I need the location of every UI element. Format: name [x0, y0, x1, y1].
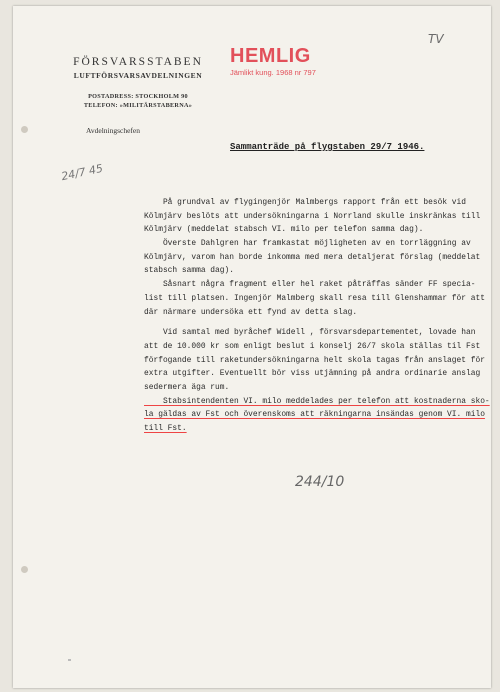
text-line: Kölmjärv, varom han borde inkomma med mera detaljerat förslag (meddelat [144, 252, 481, 262]
text-line: Överste Dahlgren har framkastat möjligheten av en torrläggning av [144, 239, 471, 249]
handwritten-number: 244/10 [295, 474, 345, 490]
letterhead-phone: TELEFON: »MILITÄRSTABERNA» [83, 102, 193, 109]
text-line: till Fst. [144, 424, 187, 433]
letterhead-division: LUFTFÖRSVARSAVDELNINGEN [73, 71, 203, 80]
text-line: På grundval av flygingenjör Malmbergs rapport från ett besök vid [144, 198, 466, 207]
text-line: sedermera äga rum. [144, 382, 230, 392]
text-line: Kölmjärv beslöts att undersökningarna i Norrland skulle inskränkas till [144, 211, 481, 221]
text-line: Vid samtal med byråchef Widell , försvarsdepartementet, lovade han [144, 328, 476, 338]
page-mark [68, 659, 71, 661]
text-line: stabsch samma dag). [144, 266, 234, 276]
paragraph [144, 196, 481, 237]
document-page [13, 6, 491, 688]
punch-hole [21, 126, 28, 133]
text-line: Kölmjärv (meddelat stabsch VI. milo per telefon samma dag). [144, 225, 424, 235]
classification-stamp [230, 46, 316, 77]
department-label: Avdelningschefen [86, 126, 141, 135]
text-line: att de 10.000 kr som enligt beslut i konselj 26/7 skola ställas til Fst [144, 341, 481, 351]
text-line: extra utgifter. Eventuellt bör viss utjämning på andra ordinarie anslag [144, 369, 481, 379]
paragraph [144, 326, 485, 394]
text-line: Stabsintendenten VI. milo meddelades per telefon att kostnaderna sko- [144, 396, 490, 406]
letterhead-address: POSTADRESS: STOCKHOLM 90 [88, 93, 188, 100]
paragraph-underlined [144, 395, 490, 436]
text-line: Såsnart några fragment eller hel raket påträffas sänder FF specia- [144, 280, 476, 290]
handwritten-date: 24/7 45 [60, 161, 105, 184]
document-body [144, 196, 490, 436]
text-line: list till platsen. Ingenjör Malmberg skall resa till Glenshammar för att [144, 293, 485, 303]
paragraph [144, 278, 485, 319]
classification-text: HEMLIG [230, 45, 311, 67]
text-line: förfogande till raketundersökningarna helt skola tagas från anslaget för [144, 355, 485, 365]
punch-hole [21, 566, 28, 573]
document-title: Sammanträde på flygstaben 29/7 1946. [230, 142, 425, 152]
letterhead-organization: FÖRSVARSSTABEN [73, 56, 203, 68]
classification-authority: Jämlikt kung. 1968 nr 797 [230, 68, 316, 77]
paragraph [144, 237, 481, 278]
text-line: där närmare undersöka ett fynd av detta slag. [144, 307, 358, 317]
handwritten-top-right: TV [428, 32, 444, 46]
text-line: la gäldas av Fst och överenskoms att räkningarna insändas genom VI. milo [144, 410, 485, 420]
